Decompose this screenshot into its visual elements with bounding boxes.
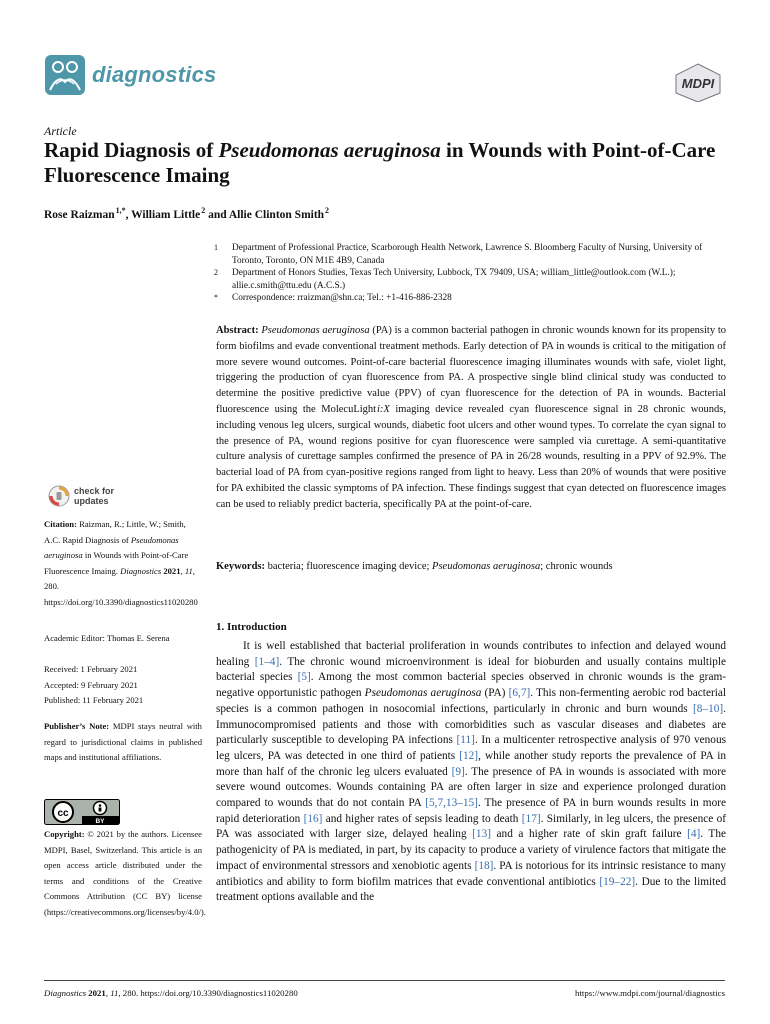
keywords	[216, 559, 726, 574]
citation-volume: 11	[184, 565, 193, 576]
keywords-text: ; chronic wounds	[540, 561, 613, 572]
citation-journal: Diagnostics	[120, 565, 162, 576]
citation-reference[interactable]: [5,7,13–15]	[425, 797, 478, 810]
academic-editor: Academic Editor: Thomas E. Serena	[44, 633, 170, 643]
author-affiliation-mark: 2	[201, 206, 206, 215]
citation-label: Citation:	[44, 519, 77, 529]
citation-italic: Pseudomonas aeruginosa	[44, 534, 179, 560]
body-text-segment: . Immunocompromised patients and those with comorbidities such as vascular diseases and diabetes are particularly susceptible to developing PA infections	[216, 702, 726, 747]
citation-block	[44, 517, 202, 610]
check-for-updates-badge[interactable]	[48, 485, 114, 507]
citation-text: Raizman, R.; Little, W.; Smith, A.C. Rapid Diagnosis of	[44, 519, 186, 545]
body-text-segment: and a higher rate of skin graft failure	[490, 828, 688, 841]
affiliation-item	[210, 242, 725, 267]
keywords-label: Keywords:	[216, 561, 265, 572]
footer-journal-url[interactable]: https://www.mdpi.com/journal/diagnostics	[575, 988, 725, 998]
publisher-note-text: MDPI stays neutral with regard to jurisdictional claims in published maps and institutional affiliations.	[44, 721, 202, 762]
check-updates-line: updates	[74, 496, 109, 506]
publication-dates	[44, 662, 202, 709]
svg-text:cc: cc	[57, 808, 69, 819]
article-type: Article	[44, 124, 77, 138]
journal-name: diagnostics	[92, 62, 217, 87]
affiliation-mark: *	[214, 293, 218, 303]
footer-separator: ,	[105, 988, 111, 998]
abstract-device-italic: i:X	[376, 403, 390, 415]
author-affiliation-mark: 2	[325, 206, 330, 215]
affiliation-text: Correspondence: rraizman@shn.ca; Tel.: +1-416-886-2328	[232, 293, 452, 304]
citation-reference[interactable]: [13]	[472, 828, 491, 841]
abstract-text: imaging device revealed cyan fluorescence signal in 28 chronic wounds, including venous leg ulcers, surgical wounds, diabetic foot ulcers and other wound types. To correlate the cyan signal to the presence of PA, wound regions positive for cyan fluorescence were sampled via curettage. A semi-quantitative culture analysis of curettage samples confirmed the presence of PA in 26/28 wounds, resulting in a PPV of 92.9%. The bacterial load of PA from cyan-positive regions ranged from light to heavy. Less than 20% of wounds that were positive for PA exhibited the classic symptoms of PA infection. These findings suggest that cyan detected on fluorescence images can be used to reliably predict bacteria, specifically PA at the point-of-care.	[216, 403, 727, 510]
received-date: Received: 1 February 2021	[44, 664, 138, 674]
body-text-segment: . The pathogenicity of PA is mediated, in part, by its capacity to produce a variety of virulence factors that mitigate the impact of environmental stressors and xenobiotic agents	[216, 828, 726, 872]
body-text-segment: . Similarly, in leg ulcers, the presence of PA was associated with larger size, delayed healing	[216, 812, 727, 841]
species-name-italic: Pseudomonas aeruginosa	[364, 687, 482, 700]
body-text-segment: and higher rates of sepsis leading to death	[322, 812, 522, 825]
body-text-segment: It is well established that bacterial proliferation in wounds contributes to infection and delayed wound healing	[216, 640, 726, 668]
abstract	[216, 323, 726, 513]
affiliation-item	[210, 292, 725, 305]
cc-by-license-icon[interactable]	[44, 799, 120, 825]
publisher-note-label: Publisher’s Note:	[44, 721, 110, 731]
journal-logo[interactable]	[44, 54, 216, 96]
affiliation-mark: 1	[214, 243, 218, 252]
body-text-segment: . Due to the limited treatment options available and the	[216, 875, 726, 904]
body-text-segment: . The chronic wound microenvironment is ideal for bioburden and usually contains multiple bacterial species	[216, 655, 727, 684]
body-text-segment: . In a multicenter retrospective analysis of 970 venous leg ulcers, PA was detected in one third of patients	[216, 734, 726, 762]
affiliations	[210, 242, 725, 305]
accepted-date: Accepted: 9 February 2021	[44, 679, 138, 690]
citation-reference[interactable]: [16]	[303, 812, 323, 825]
affiliation-text: Department of Professional Practice, Scarborough Health Network, Lawrence S. Bloomberg Faculty of Nursing, University of Toronto, Toronto, ON M1E 4B9, Canada	[232, 243, 703, 266]
author-name[interactable]: Rose Raizman	[44, 208, 115, 221]
affiliation-mark: 2	[214, 268, 218, 278]
body-text-segment: . Among the most common bacterial species observed in chronic wounds is the gram-negative opportunistic pathogen	[216, 671, 727, 700]
publisher-logo-text: MDPI	[681, 76, 715, 91]
introduction-body	[216, 639, 726, 906]
footer-year: 2021	[86, 988, 106, 998]
body-text-segment: . The presence of PA in wounds is associated with more severe wound outcomes. Wounds containing PA are often larger in size and experience prolonged duration compared to wounds that do not contain PA	[216, 765, 726, 810]
footer-journal: Diagnostics	[44, 988, 87, 998]
affiliation-item	[210, 267, 725, 292]
footer-volume: 11	[110, 988, 119, 998]
abstract-italic: Pseudomonas aeruginosa	[261, 325, 370, 336]
citation-reference[interactable]: [4]	[687, 828, 701, 841]
copyright-text: © 2021 by the authors. Licensee MDPI, Basel, Switzerland. This article is an open access article distributed under the terms and conditions of the Creative Commons Attribution (CC BY) license (https://creativecommons.org/licenses/by/4.0/).	[44, 829, 206, 917]
copyright-notice	[44, 827, 206, 920]
footer-doi[interactable]: , 280. https://doi.org/10.3390/diagnostics11020280	[118, 988, 298, 998]
affiliation-text: Department of Honors Studies, Texas Tech University, Lubbock, TX 79409, USA; william_little@outlook.com (W.L.); allie.c.smith@ttu.edu (A.C.S.)	[232, 268, 676, 291]
author-name[interactable]: William Little	[131, 208, 201, 221]
citation-reference[interactable]: [8–10]	[693, 702, 724, 715]
citation-reference[interactable]: [5]	[297, 671, 311, 684]
copyright-label: Copyright:	[44, 829, 85, 839]
body-text-segment: , while another study reports the prevalence of PA in more than half of the chronic leg ulcers evaluated	[216, 749, 726, 778]
author-separator: ,	[125, 208, 132, 221]
citation-reference[interactable]: [11]	[456, 734, 475, 747]
citation-reference[interactable]: [17]	[521, 812, 541, 825]
citation-reference[interactable]: [19–22]	[599, 875, 636, 888]
citation-year: 2021	[161, 565, 181, 576]
author-affiliation-mark: 1,*	[115, 206, 126, 215]
body-text-segment: . This non-fermenting aerobic rod bacterial species is a common pathogen in nosocomial infections, particularly in chronic and burn wounds	[216, 687, 727, 715]
published-date: Published: 11 February 2021	[44, 695, 144, 705]
page-footer	[44, 980, 725, 998]
diagnostics-logo-icon	[44, 54, 86, 96]
check-updates-text	[74, 486, 114, 506]
abstract-text: (PA) is a common bacterial pathogen in chronic wounds known for its propensity to form biofilms and evade conventional treatment methods. Early detection of PA in wounds is critical to the mitigation of more severe wound outcomes. Point-of-care bacterial fluorescence imaging illuminates wounds with safe, violet light, triggering the production of cyan fluorescence from PA. A prospective single blind clinical study was conducted to determine the positive predictive value (PPV) of cyan fluorescence for the detection of PA in wounds. Bacterial fluorescence using the MolecuLight	[216, 325, 727, 415]
author-name[interactable]: Allie Clinton Smith	[228, 208, 325, 221]
citation-reference[interactable]: [18]	[474, 859, 494, 872]
body-text-segment: (PA)	[481, 687, 509, 700]
abstract-label: Abstract:	[216, 325, 259, 336]
citation-doi[interactable]: , 280. https://doi.org/10.3390/diagnostics11020280	[44, 565, 198, 607]
title-italic: Pseudomonas aeruginosa	[218, 138, 441, 162]
citation-text: ,	[180, 565, 185, 576]
citation-reference[interactable]: [12]	[459, 749, 479, 762]
citation-reference[interactable]: [1–4]	[254, 655, 280, 668]
cc-badge-label: BY	[95, 818, 105, 825]
author-separator: and	[205, 208, 229, 221]
title-part-2: in Wounds with Point-of-Care Fluorescence Imaing	[44, 138, 716, 187]
author-list	[44, 206, 329, 221]
citation-text: in Wounds with Point-of-Care Fluorescence Imaing.	[44, 550, 189, 576]
keywords-text: bacteria; fluorescence imaging device;	[265, 561, 433, 572]
section-heading: 1. Introduction	[216, 621, 287, 633]
article-title	[44, 138, 724, 188]
check-updates-line: check for	[74, 486, 115, 496]
body-text-segment: . The presence of PA in burn wounds results in more rapid deterioration	[216, 797, 726, 825]
keywords-italic: Pseudomonas aeruginosa	[432, 561, 541, 572]
footer-citation	[44, 988, 298, 998]
citation-reference[interactable]: [9]	[451, 765, 465, 778]
title-part-1: Rapid Diagnosis of	[44, 138, 219, 162]
check-updates-icon	[48, 485, 70, 507]
mdpi-logo-icon[interactable]	[672, 62, 724, 102]
body-text-segment: . PA is notorious for its intrinsic resistance to many antibiotics and ability to form biofilm matrices that evade conventional antibiotics	[216, 859, 726, 888]
citation-reference[interactable]: [6,7]	[508, 687, 531, 700]
publisher-note	[44, 719, 202, 766]
